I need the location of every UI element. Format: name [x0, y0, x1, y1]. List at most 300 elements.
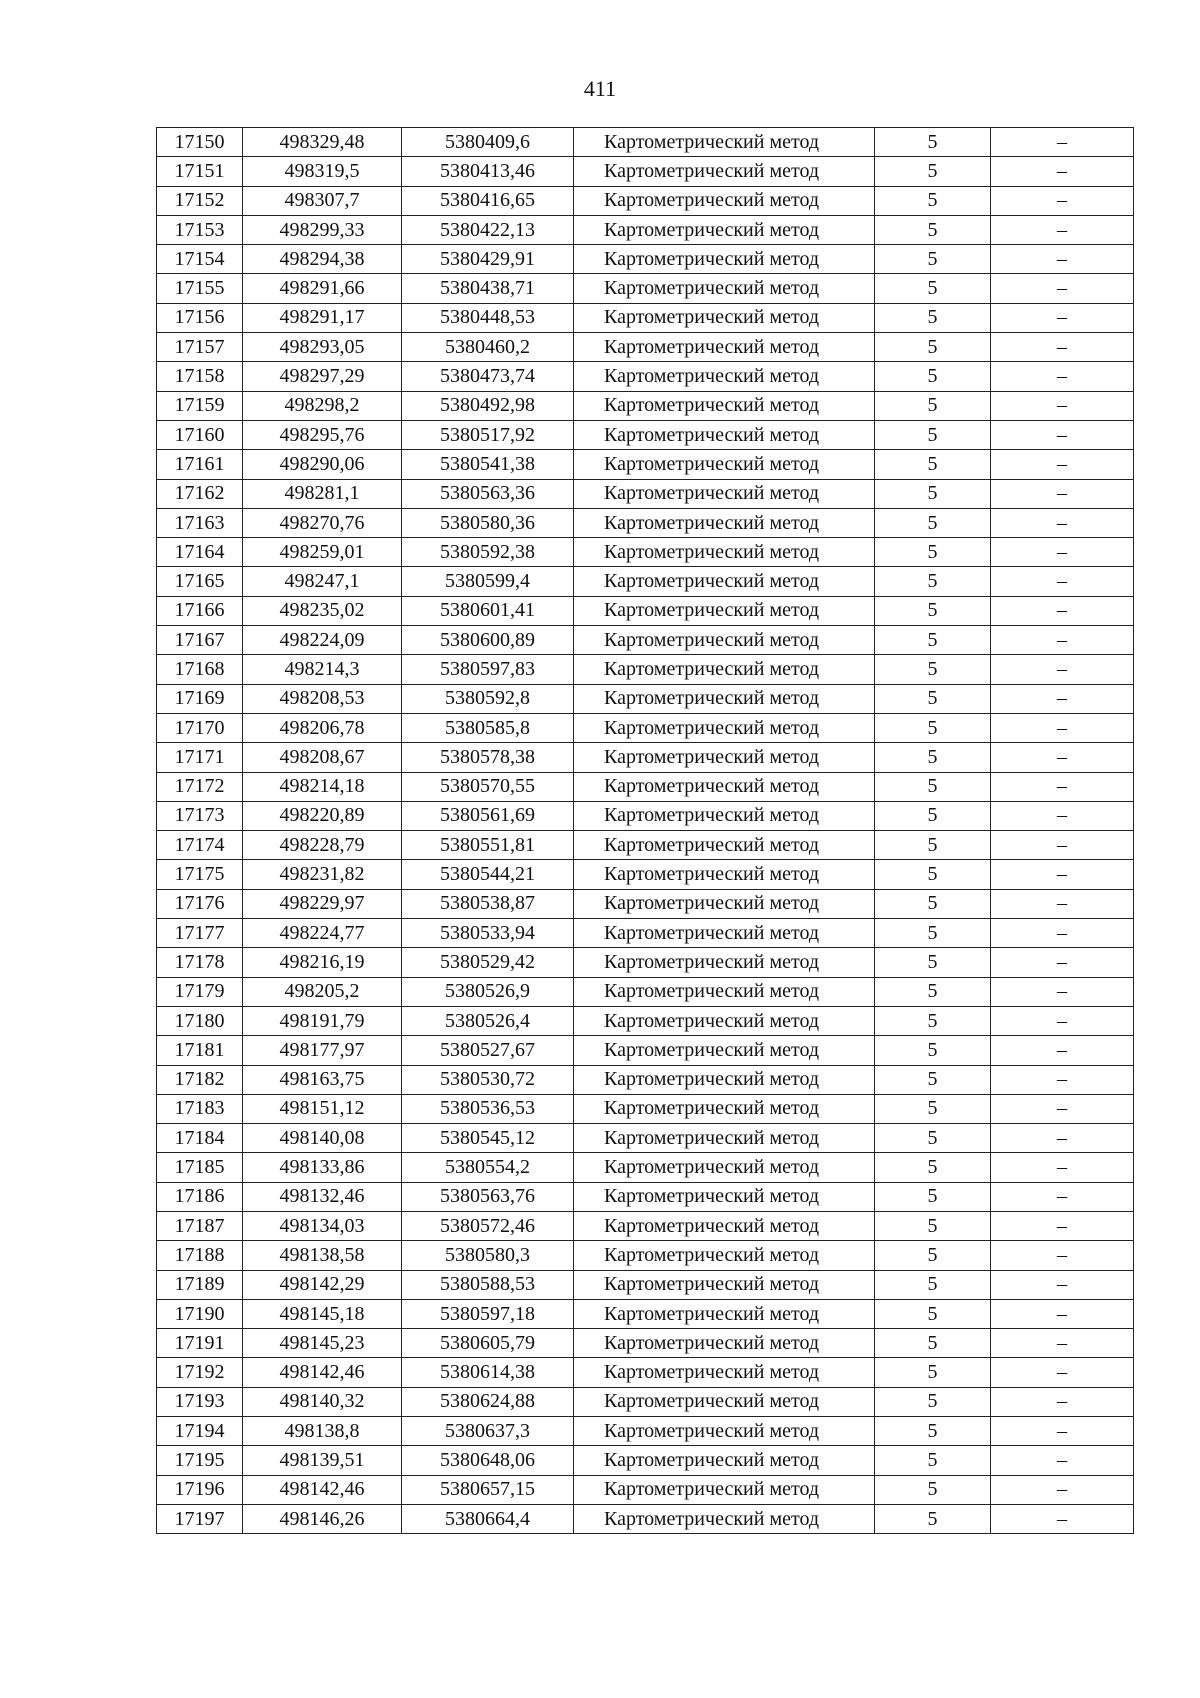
- method-cell: Картометрический метод: [574, 1446, 875, 1475]
- note-cell: –: [991, 420, 1134, 449]
- point-number-cell: 17186: [157, 1182, 243, 1211]
- table-row: [157, 1006, 1134, 1035]
- point-number-cell: 17189: [157, 1270, 243, 1299]
- table-row: [157, 479, 1134, 508]
- point-number-cell: 17182: [157, 1065, 243, 1094]
- y-coordinate-cell: 5380592,38: [402, 538, 574, 567]
- method-cell: Картометрический метод: [574, 391, 875, 420]
- accuracy-cell: 5: [875, 391, 991, 420]
- point-number-cell: 17173: [157, 801, 243, 830]
- y-coordinate-cell: 5380605,79: [402, 1329, 574, 1358]
- accuracy-cell: 5: [875, 626, 991, 655]
- note-cell: –: [991, 274, 1134, 303]
- method-cell: Картометрический метод: [574, 538, 875, 567]
- point-number-cell: 17164: [157, 538, 243, 567]
- method-cell: Картометрический метод: [574, 1153, 875, 1182]
- point-number-cell: 17190: [157, 1299, 243, 1328]
- note-cell: –: [991, 1387, 1134, 1416]
- y-coordinate-cell: 5380422,13: [402, 215, 574, 244]
- point-number-cell: 17154: [157, 245, 243, 274]
- point-number-cell: 17184: [157, 1124, 243, 1153]
- y-coordinate-cell: 5380460,2: [402, 333, 574, 362]
- method-cell: Картометрический метод: [574, 948, 875, 977]
- accuracy-cell: 5: [875, 245, 991, 274]
- accuracy-cell: 5: [875, 274, 991, 303]
- table-row: [157, 977, 1134, 1006]
- table-row: [157, 1241, 1134, 1270]
- table-row: [157, 450, 1134, 479]
- point-number-cell: 17174: [157, 831, 243, 860]
- x-coordinate-cell: 498299,33: [243, 215, 402, 244]
- method-cell: Картометрический метод: [574, 215, 875, 244]
- x-coordinate-cell: 498205,2: [243, 977, 402, 1006]
- y-coordinate-cell: 5380413,46: [402, 157, 574, 186]
- y-coordinate-cell: 5380601,41: [402, 596, 574, 625]
- accuracy-cell: 5: [875, 567, 991, 596]
- x-coordinate-cell: 498214,18: [243, 772, 402, 801]
- y-coordinate-cell: 5380578,38: [402, 743, 574, 772]
- point-number-cell: 17155: [157, 274, 243, 303]
- y-coordinate-cell: 5380599,4: [402, 567, 574, 596]
- method-cell: Картометрический метод: [574, 831, 875, 860]
- note-cell: –: [991, 1211, 1134, 1240]
- note-cell: –: [991, 1417, 1134, 1446]
- table-row: [157, 1358, 1134, 1387]
- point-number-cell: 17157: [157, 333, 243, 362]
- table-row: [157, 1182, 1134, 1211]
- point-number-cell: 17181: [157, 1036, 243, 1065]
- table-row: [157, 333, 1134, 362]
- method-cell: Картометрический метод: [574, 1417, 875, 1446]
- y-coordinate-cell: 5380538,87: [402, 889, 574, 918]
- method-cell: Картометрический метод: [574, 1475, 875, 1504]
- y-coordinate-cell: 5380551,81: [402, 831, 574, 860]
- x-coordinate-cell: 498295,76: [243, 420, 402, 449]
- y-coordinate-cell: 5380614,38: [402, 1358, 574, 1387]
- point-number-cell: 17197: [157, 1504, 243, 1533]
- method-cell: Картометрический метод: [574, 1299, 875, 1328]
- point-number-cell: 17163: [157, 508, 243, 537]
- note-cell: –: [991, 596, 1134, 625]
- note-cell: –: [991, 186, 1134, 215]
- x-coordinate-cell: 498142,29: [243, 1270, 402, 1299]
- table-row: [157, 684, 1134, 713]
- point-number-cell: 17194: [157, 1417, 243, 1446]
- point-number-cell: 17196: [157, 1475, 243, 1504]
- table-row: [157, 1065, 1134, 1094]
- accuracy-cell: 5: [875, 655, 991, 684]
- table-row: [157, 157, 1134, 186]
- x-coordinate-cell: 498142,46: [243, 1475, 402, 1504]
- accuracy-cell: 5: [875, 362, 991, 391]
- method-cell: Картометрический метод: [574, 274, 875, 303]
- table-row: [157, 1036, 1134, 1065]
- table-row: [157, 831, 1134, 860]
- note-cell: –: [991, 1475, 1134, 1504]
- x-coordinate-cell: 498216,19: [243, 948, 402, 977]
- accuracy-cell: 5: [875, 1211, 991, 1240]
- accuracy-cell: 5: [875, 1475, 991, 1504]
- x-coordinate-cell: 498146,26: [243, 1504, 402, 1533]
- table-row: [157, 1504, 1134, 1533]
- note-cell: –: [991, 626, 1134, 655]
- table-row: [157, 245, 1134, 274]
- table-row: [157, 1417, 1134, 1446]
- method-cell: Картометрический метод: [574, 743, 875, 772]
- accuracy-cell: 5: [875, 860, 991, 889]
- point-number-cell: 17192: [157, 1358, 243, 1387]
- accuracy-cell: 5: [875, 1387, 991, 1416]
- x-coordinate-cell: 498281,1: [243, 479, 402, 508]
- accuracy-cell: 5: [875, 1358, 991, 1387]
- y-coordinate-cell: 5380585,8: [402, 713, 574, 742]
- y-coordinate-cell: 5380592,8: [402, 684, 574, 713]
- x-coordinate-cell: 498270,76: [243, 508, 402, 537]
- table-row: [157, 860, 1134, 889]
- point-number-cell: 17177: [157, 919, 243, 948]
- accuracy-cell: 5: [875, 713, 991, 742]
- x-coordinate-cell: 498134,03: [243, 1211, 402, 1240]
- note-cell: –: [991, 1329, 1134, 1358]
- y-coordinate-cell: 5380541,38: [402, 450, 574, 479]
- note-cell: –: [991, 684, 1134, 713]
- point-number-cell: 17183: [157, 1094, 243, 1123]
- x-coordinate-cell: 498145,23: [243, 1329, 402, 1358]
- accuracy-cell: 5: [875, 303, 991, 332]
- method-cell: Картометрический метод: [574, 450, 875, 479]
- x-coordinate-cell: 498297,29: [243, 362, 402, 391]
- y-coordinate-cell: 5380657,15: [402, 1475, 574, 1504]
- x-coordinate-cell: 498208,53: [243, 684, 402, 713]
- method-cell: Картометрический метод: [574, 1006, 875, 1035]
- note-cell: –: [991, 919, 1134, 948]
- y-coordinate-cell: 5380530,72: [402, 1065, 574, 1094]
- method-cell: Картометрический метод: [574, 362, 875, 391]
- table-row: [157, 538, 1134, 567]
- point-number-cell: 17162: [157, 479, 243, 508]
- x-coordinate-cell: 498228,79: [243, 831, 402, 860]
- table-row: [157, 1270, 1134, 1299]
- x-coordinate-cell: 498139,51: [243, 1446, 402, 1475]
- accuracy-cell: 5: [875, 479, 991, 508]
- note-cell: –: [991, 479, 1134, 508]
- x-coordinate-cell: 498247,1: [243, 567, 402, 596]
- point-number-cell: 17180: [157, 1006, 243, 1035]
- x-coordinate-cell: 498291,17: [243, 303, 402, 332]
- method-cell: Картометрический метод: [574, 245, 875, 274]
- method-cell: Картометрический метод: [574, 1182, 875, 1211]
- method-cell: Картометрический метод: [574, 157, 875, 186]
- point-number-cell: 17158: [157, 362, 243, 391]
- table-row: [157, 391, 1134, 420]
- y-coordinate-cell: 5380588,53: [402, 1270, 574, 1299]
- x-coordinate-cell: 498319,5: [243, 157, 402, 186]
- accuracy-cell: 5: [875, 772, 991, 801]
- point-number-cell: 17161: [157, 450, 243, 479]
- y-coordinate-cell: 5380429,91: [402, 245, 574, 274]
- x-coordinate-cell: 498307,7: [243, 186, 402, 215]
- x-coordinate-cell: 498329,48: [243, 128, 402, 157]
- table-row: [157, 919, 1134, 948]
- method-cell: Картометрический метод: [574, 1358, 875, 1387]
- note-cell: –: [991, 801, 1134, 830]
- table-row: [157, 655, 1134, 684]
- point-number-cell: 17165: [157, 567, 243, 596]
- note-cell: –: [991, 1446, 1134, 1475]
- y-coordinate-cell: 5380438,71: [402, 274, 574, 303]
- x-coordinate-cell: 498235,02: [243, 596, 402, 625]
- table-row: [157, 215, 1134, 244]
- table-row: [157, 772, 1134, 801]
- accuracy-cell: 5: [875, 1446, 991, 1475]
- accuracy-cell: 5: [875, 596, 991, 625]
- y-coordinate-cell: 5380624,88: [402, 1387, 574, 1416]
- method-cell: Картометрический метод: [574, 596, 875, 625]
- accuracy-cell: 5: [875, 684, 991, 713]
- note-cell: –: [991, 1065, 1134, 1094]
- point-number-cell: 17191: [157, 1329, 243, 1358]
- note-cell: –: [991, 245, 1134, 274]
- method-cell: Картометрический метод: [574, 1270, 875, 1299]
- accuracy-cell: 5: [875, 831, 991, 860]
- x-coordinate-cell: 498220,89: [243, 801, 402, 830]
- note-cell: –: [991, 1358, 1134, 1387]
- table-row: [157, 801, 1134, 830]
- table-row: [157, 362, 1134, 391]
- accuracy-cell: 5: [875, 1094, 991, 1123]
- point-number-cell: 17195: [157, 1446, 243, 1475]
- note-cell: –: [991, 1094, 1134, 1123]
- x-coordinate-cell: 498290,06: [243, 450, 402, 479]
- method-cell: Картометрический метод: [574, 772, 875, 801]
- table-row: [157, 1387, 1134, 1416]
- method-cell: Картометрический метод: [574, 889, 875, 918]
- accuracy-cell: 5: [875, 919, 991, 948]
- method-cell: Картометрический метод: [574, 977, 875, 1006]
- point-number-cell: 17156: [157, 303, 243, 332]
- note-cell: –: [991, 450, 1134, 479]
- accuracy-cell: 5: [875, 1182, 991, 1211]
- method-cell: Картометрический метод: [574, 1124, 875, 1153]
- table-row: [157, 889, 1134, 918]
- x-coordinate-cell: 498206,78: [243, 713, 402, 742]
- note-cell: –: [991, 362, 1134, 391]
- x-coordinate-cell: 498163,75: [243, 1065, 402, 1094]
- x-coordinate-cell: 498191,79: [243, 1006, 402, 1035]
- accuracy-cell: 5: [875, 1124, 991, 1153]
- point-number-cell: 17151: [157, 157, 243, 186]
- y-coordinate-cell: 5380648,06: [402, 1446, 574, 1475]
- point-number-cell: 17187: [157, 1211, 243, 1240]
- note-cell: –: [991, 1124, 1134, 1153]
- y-coordinate-cell: 5380563,76: [402, 1182, 574, 1211]
- note-cell: –: [991, 831, 1134, 860]
- y-coordinate-cell: 5380526,4: [402, 1006, 574, 1035]
- y-coordinate-cell: 5380664,4: [402, 1504, 574, 1533]
- note-cell: –: [991, 889, 1134, 918]
- accuracy-cell: 5: [875, 157, 991, 186]
- method-cell: Картометрический метод: [574, 713, 875, 742]
- coordinates-table-body: [157, 128, 1134, 1534]
- method-cell: Картометрический метод: [574, 420, 875, 449]
- x-coordinate-cell: 498291,66: [243, 274, 402, 303]
- table-row: [157, 1329, 1134, 1358]
- note-cell: –: [991, 391, 1134, 420]
- x-coordinate-cell: 498177,97: [243, 1036, 402, 1065]
- note-cell: –: [991, 215, 1134, 244]
- point-number-cell: 17166: [157, 596, 243, 625]
- method-cell: Картометрический метод: [574, 479, 875, 508]
- point-number-cell: 17153: [157, 215, 243, 244]
- accuracy-cell: 5: [875, 508, 991, 537]
- y-coordinate-cell: 5380473,74: [402, 362, 574, 391]
- note-cell: –: [991, 508, 1134, 537]
- method-cell: Картометрический метод: [574, 508, 875, 537]
- accuracy-cell: 5: [875, 186, 991, 215]
- method-cell: Картометрический метод: [574, 1036, 875, 1065]
- y-coordinate-cell: 5380529,42: [402, 948, 574, 977]
- table-row: [157, 303, 1134, 332]
- accuracy-cell: 5: [875, 333, 991, 362]
- y-coordinate-cell: 5380561,69: [402, 801, 574, 830]
- point-number-cell: 17188: [157, 1241, 243, 1270]
- y-coordinate-cell: 5380597,18: [402, 1299, 574, 1328]
- note-cell: –: [991, 1270, 1134, 1299]
- point-number-cell: 17169: [157, 684, 243, 713]
- accuracy-cell: 5: [875, 743, 991, 772]
- point-number-cell: 17150: [157, 128, 243, 157]
- table-row: [157, 1124, 1134, 1153]
- method-cell: Картометрический метод: [574, 333, 875, 362]
- accuracy-cell: 5: [875, 948, 991, 977]
- point-number-cell: 17193: [157, 1387, 243, 1416]
- note-cell: –: [991, 538, 1134, 567]
- table-row: [157, 626, 1134, 655]
- coordinates-table: [156, 127, 1134, 1534]
- table-row: [157, 128, 1134, 157]
- y-coordinate-cell: 5380517,92: [402, 420, 574, 449]
- point-number-cell: 17168: [157, 655, 243, 684]
- x-coordinate-cell: 498208,67: [243, 743, 402, 772]
- accuracy-cell: 5: [875, 1153, 991, 1182]
- table-row: [157, 713, 1134, 742]
- table-row: [157, 948, 1134, 977]
- accuracy-cell: 5: [875, 538, 991, 567]
- table-row: [157, 274, 1134, 303]
- table-row: [157, 1446, 1134, 1475]
- table-row: [157, 420, 1134, 449]
- method-cell: Картометрический метод: [574, 128, 875, 157]
- y-coordinate-cell: 5380637,3: [402, 1417, 574, 1446]
- point-number-cell: 17170: [157, 713, 243, 742]
- x-coordinate-cell: 498259,01: [243, 538, 402, 567]
- method-cell: Картометрический метод: [574, 1241, 875, 1270]
- point-number-cell: 17160: [157, 420, 243, 449]
- point-number-cell: 17176: [157, 889, 243, 918]
- method-cell: Картометрический метод: [574, 1094, 875, 1123]
- x-coordinate-cell: 498214,3: [243, 655, 402, 684]
- x-coordinate-cell: 498294,38: [243, 245, 402, 274]
- accuracy-cell: 5: [875, 1504, 991, 1533]
- point-number-cell: 17167: [157, 626, 243, 655]
- y-coordinate-cell: 5380544,21: [402, 860, 574, 889]
- method-cell: Картометрический метод: [574, 303, 875, 332]
- point-number-cell: 17172: [157, 772, 243, 801]
- y-coordinate-cell: 5380580,36: [402, 508, 574, 537]
- table-row: [157, 1153, 1134, 1182]
- x-coordinate-cell: 498151,12: [243, 1094, 402, 1123]
- table-row: [157, 567, 1134, 596]
- note-cell: –: [991, 303, 1134, 332]
- y-coordinate-cell: 5380597,83: [402, 655, 574, 684]
- y-coordinate-cell: 5380580,3: [402, 1241, 574, 1270]
- y-coordinate-cell: 5380600,89: [402, 626, 574, 655]
- x-coordinate-cell: 498298,2: [243, 391, 402, 420]
- method-cell: Картометрический метод: [574, 186, 875, 215]
- accuracy-cell: 5: [875, 1417, 991, 1446]
- accuracy-cell: 5: [875, 1241, 991, 1270]
- y-coordinate-cell: 5380448,53: [402, 303, 574, 332]
- note-cell: –: [991, 772, 1134, 801]
- accuracy-cell: 5: [875, 420, 991, 449]
- method-cell: Картометрический метод: [574, 1065, 875, 1094]
- y-coordinate-cell: 5380563,36: [402, 479, 574, 508]
- x-coordinate-cell: 498138,8: [243, 1417, 402, 1446]
- x-coordinate-cell: 498224,09: [243, 626, 402, 655]
- method-cell: Картометрический метод: [574, 655, 875, 684]
- accuracy-cell: 5: [875, 128, 991, 157]
- accuracy-cell: 5: [875, 1299, 991, 1328]
- point-number-cell: 17179: [157, 977, 243, 1006]
- y-coordinate-cell: 5380533,94: [402, 919, 574, 948]
- point-number-cell: 17175: [157, 860, 243, 889]
- x-coordinate-cell: 498138,58: [243, 1241, 402, 1270]
- accuracy-cell: 5: [875, 1329, 991, 1358]
- table-row: [157, 1475, 1134, 1504]
- y-coordinate-cell: 5380545,12: [402, 1124, 574, 1153]
- y-coordinate-cell: 5380416,65: [402, 186, 574, 215]
- x-coordinate-cell: 498142,46: [243, 1358, 402, 1387]
- method-cell: Картометрический метод: [574, 626, 875, 655]
- method-cell: Картометрический метод: [574, 567, 875, 596]
- point-number-cell: 17171: [157, 743, 243, 772]
- point-number-cell: 17185: [157, 1153, 243, 1182]
- x-coordinate-cell: 498224,77: [243, 919, 402, 948]
- y-coordinate-cell: 5380526,9: [402, 977, 574, 1006]
- x-coordinate-cell: 498140,32: [243, 1387, 402, 1416]
- accuracy-cell: 5: [875, 215, 991, 244]
- table-row: [157, 1299, 1134, 1328]
- note-cell: –: [991, 1153, 1134, 1182]
- method-cell: Картометрический метод: [574, 1387, 875, 1416]
- accuracy-cell: 5: [875, 1036, 991, 1065]
- note-cell: –: [991, 1182, 1134, 1211]
- y-coordinate-cell: 5380409,6: [402, 128, 574, 157]
- note-cell: –: [991, 1241, 1134, 1270]
- accuracy-cell: 5: [875, 1270, 991, 1299]
- accuracy-cell: 5: [875, 1065, 991, 1094]
- method-cell: Картометрический метод: [574, 919, 875, 948]
- point-number-cell: 17152: [157, 186, 243, 215]
- table-row: [157, 1211, 1134, 1240]
- table-row: [157, 508, 1134, 537]
- accuracy-cell: 5: [875, 450, 991, 479]
- table-row: [157, 186, 1134, 215]
- y-coordinate-cell: 5380554,2: [402, 1153, 574, 1182]
- x-coordinate-cell: 498145,18: [243, 1299, 402, 1328]
- table-row: [157, 596, 1134, 625]
- x-coordinate-cell: 498231,82: [243, 860, 402, 889]
